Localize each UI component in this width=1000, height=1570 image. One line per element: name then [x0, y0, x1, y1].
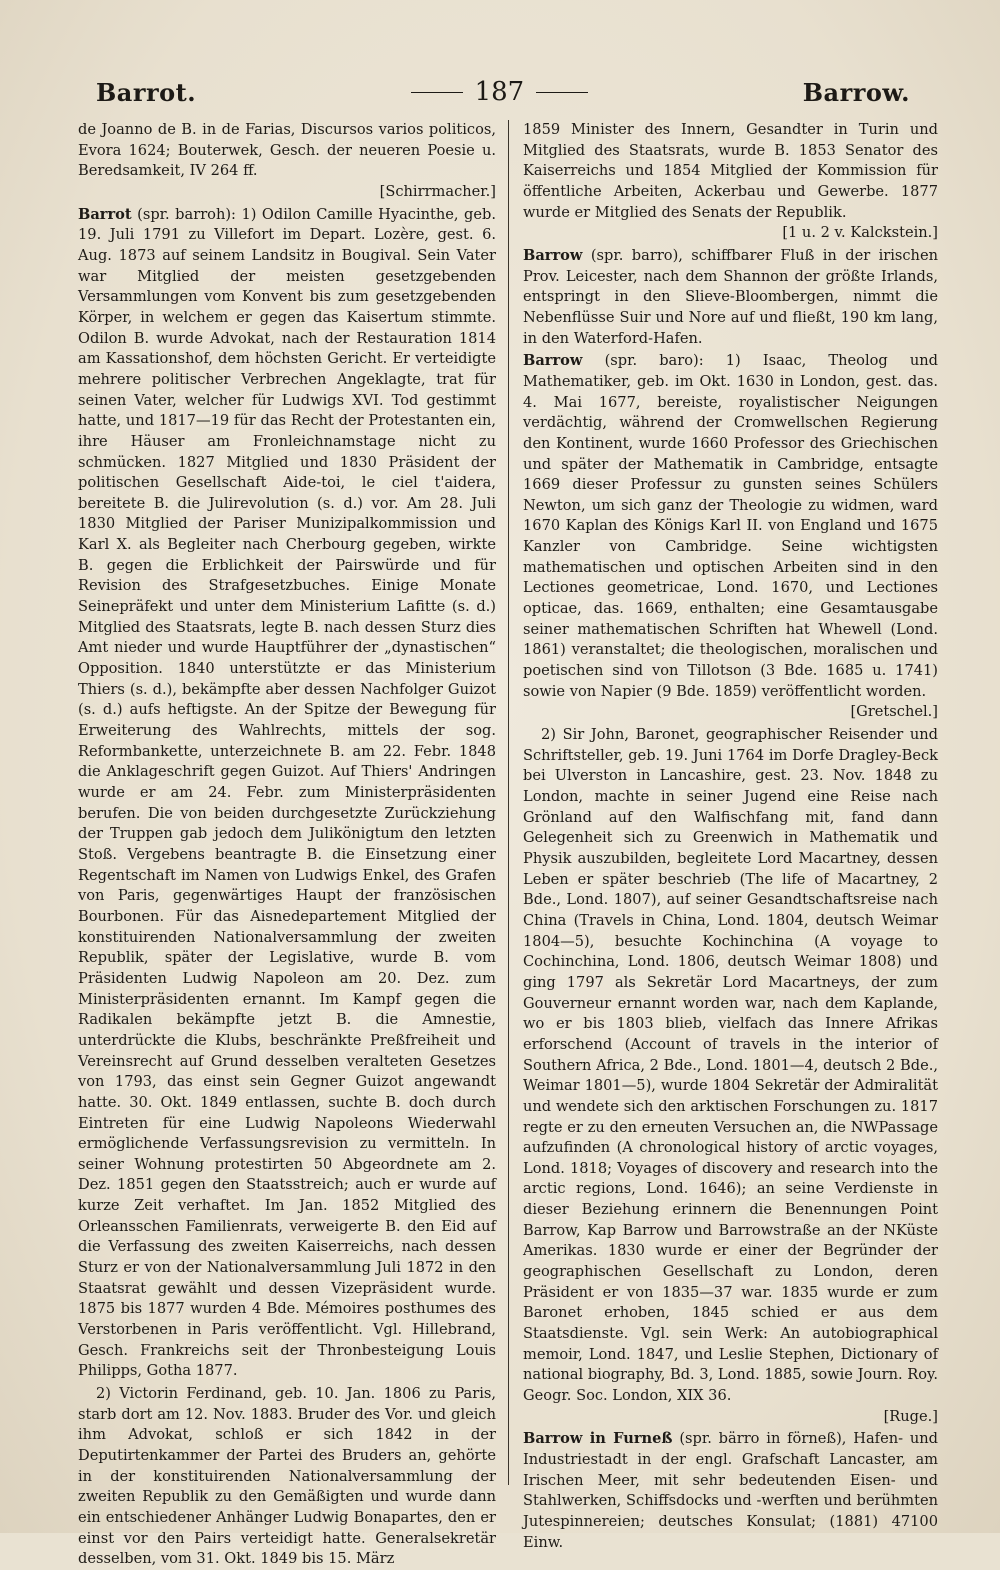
entry-text: de Joanno de B. in de Farias, Discursos varios politicos, Evora 1624; Bouterwek, Gesch. der neueren Poesie u. Beredsamkeit, IV 264 ff.: [78, 121, 496, 180]
entry-headword: Barrow: [523, 352, 583, 370]
entry-text: 2) Victorin Ferdinand, geb. 10. Jan. 1806 zu Paris, starb dort am 12. Nov. 1883. Bruder des Vor. und gleich ihm Advokat, schloß er sich 1842 in der Deputirtenkammer der Partei des Bruders an, gehörte in der konstituirenden Nationalversammlung der zweiten Republik zu den Gemäßigten und wurde dann ein entschiedener Anhänger Ludwig Bonapartes, den er einst vor den Pairs verteidigt hatte. Generalsekretär desselben, vom 31. Okt. 1849 bis 15. März: [78, 1385, 496, 1568]
entry-paragraph: [78, 1384, 496, 1570]
left-column: [78, 120, 508, 1568]
entry-paragraph: [523, 725, 938, 1427]
header-left-keyword: Barrot.: [96, 77, 197, 107]
entry-headword: Barrow: [523, 246, 583, 264]
entry-paragraph: [78, 120, 496, 203]
text-columns: [78, 120, 938, 1568]
running-header: [96, 68, 910, 116]
author-signature: [Schirrmacher.]: [379, 182, 496, 200]
entry-headword: Barrow in Furneß: [523, 1430, 673, 1448]
page-number: 187: [474, 77, 525, 107]
entry-headword: Barrot: [78, 205, 132, 223]
entry-paragraph: [523, 120, 938, 244]
entry-text: (spr. barroh): 1) Odilon Camille Hyacinthe, geb. 19. Juli 1791 zu Villefort im Depart. Lozère, gest. 6. Aug. 1873 auf seinem Landsitz in Bougival. Sein Vater war Mitglied der meisten gesetzgebenden Versammlungen vom Konvent bis zum gesetzgebenden Körper, in welchem er gegen das Kaisertum stimmte. Odilon B. wurde Advokat, nach der Restauration 1814 am Kassationshof, dem höchsten Gericht. Er verteidigte mehrere politischer Verbrechen Angeklagte, trat für seinen Vater, welcher für Ludwigs XVI. Tod gestimmt hatte, und 1817—19 für das Recht der Protestanten ein, ihre Häuser am Fronleichnamstage nicht zu schmücken. 1827 Mitglied und 1830 Präsident der politischen Gesellschaft Aide-toi, le ciel t'aidera, bereitete B. die Julirevolution (s. d.) vor. Am 28. Juli 1830 Mitglied der Pariser Munizipalkommission und Karl X. als Begleiter nach Cherbourg gegeben, wirkte B. gegen die Erblichkeit der Pairswürde und für Revision des Strafgesetzbuches. Einige Monate Seinepräfekt und unter dem Ministerium Lafitte (s. d.) Mitglied des Staatsrats, legte B. nach dessen Sturz dies Amt nieder und wurde Hauptführer der „dynastischen“ Opposition. 1840 unterstützte er das Ministerium Thiers (s. d.), bekämpfte aber dessen Nachfolger Guizot (s. d.) aufs heftigste. An der Spitze der Bewegung für Erweiterung des Wahlrechts, mittels der sog. Reformbankette, unterzeichnete B. am 22. Febr. 1848 die Anklageschrift gegen Guizot. Auf Thiers' Andringen wurde er am 24. Febr. zum Ministerpräsidenten berufen. Die von beiden durchgesetzte Zurückziehung der Truppen gab jedoch dem Julikönigtum den letzten Stoß. Vergebens beantragte B. die Einsetzung einer Regentschaft im Namen von Ludwigs Enkel, des Grafen von Paris, gegenwärtiges Haupt der französischen Bourbonen. Für das Aisnedepartement Mitglied der konstituirenden Nationalversammlung der zweiten Republik, später der Legislative, wurde B. vom Präsidenten Ludwig Napoleon am 20. Dez. zum Ministerpräsidenten ernannt. Im Kampf gegen die Radikalen bekämpfte jetzt B. die Amnestie, unterdrückte die Klubs, beschränkte Preßfreiheit und Vereinsrecht auf Grund desselben veralteten Gesetzes von 1793, das einst sein Gegner Guizot angewandt hatte. 30. Okt. 1849 entlassen, suchte B. doch durch Eintreten für eine Ludwig Napoleons Wiederwahl ermöglichende Verfassungsrevision zu vermitteln. In seiner Wohnung protestirten 50 Abgeordnete am 2. Dez. 1851 gegen den Staatsstreich; auch er wurde auf kurze Zeit verhaftet. Im Jan. 1852 Mitglied des Orleansschen Familienrats, verweigerte B. den Eid auf die Verfassung des zweiten Kaiserreichs, nach dessen Sturz er von der Nationalversammlung Juli 1872 in den Staatsrat gewählt und dessen Vizepräsident wurde. 1875 bis 1877 wurden 4 Bde. Mémoires posthumes des Verstorbenen in Paris veröffentlicht. Vgl. Hillebrand, Gesch. Frankreichs seit der Thronbesteigung Louis Philipps, Gotha 1877.: [78, 205, 496, 1380]
page-number-block: [411, 77, 589, 107]
header-rule-left: [411, 92, 463, 93]
entry-paragraph: [78, 205, 496, 1382]
entry-text: 1859 Minister des Innern, Gesandter in Turin und Mitglied des Staatsrats, wurde B. 1853 Senator des Kaiserreichs und 1854 Mitglied der Kommission für öffentliche Arbeiten, Ackerbau und Gewerbe. 1877 wurde er Mitglied des Senats der Republik.: [523, 121, 938, 221]
entry-paragraph: [523, 246, 938, 349]
right-column: [508, 120, 938, 1551]
header-right-keyword: Barrow.: [802, 77, 910, 107]
entry-text: (spr. baro): 1) Isaac, Theolog und Mathematiker, geb. im Okt. 1630 in London, gest. das. 4. Mai 1677, bereiste, royalistischer Neigungen verdächtig, während der Cromwellschen Regierung den Kontinent, wurde 1660 Professor des Griechischen und später der Mathematik in Cambridge, entsagte 1669 dieser Professur zu gunsten seines Schülers Newton, um sich ganz der Theologie zu widmen, ward 1670 Kaplan des Königs Karl II. von England und 1675 Kanzler von Cambridge. Seine wichtigsten mathematischen und optischen Arbeiten sind in den Lectiones geometricae, Lond. 1670, und Lectiones opticae, das. 1669, enthalten; eine Gesamtausgabe seiner mathematischen Schriften hat Whewell (Lond. 1861) veranstaltet; die theologischen, moralischen und poetischen sind von Tillotson (3 Bde. 1685 u. 1741) sowie von Napier (9 Bde. 1859) veröffentlicht worden.: [523, 352, 938, 700]
author-signature: [Ruge.]: [883, 1407, 938, 1425]
author-signature: [1 u. 2 v. Kalckstein.]: [782, 224, 938, 242]
entry-paragraph: [523, 351, 938, 723]
author-signature: [Gretschel.]: [850, 703, 938, 721]
entry-paragraph: [523, 1429, 938, 1553]
entry-text: (spr. barro), schiffbarer Fluß in der irischen Prov. Leicester, nach dem Shannon der größte Irlands, entspringt in den Slieve-Bloombergen, nimmt die Nebenflüsse Suir und Nore auf und fließt, 190 km lang, in den Waterford-Hafen.: [523, 246, 938, 347]
entry-text: 2) Sir John, Baronet, geographischer Reisender und Schriftsteller, geb. 19. Juni 1764 im Dorfe Dragley-Beck bei Ulverston in Lancashire, gest. 23. Nov. 1848 zu London, machte in seiner Jugend eine Reise nach Grönland auf den Walfischfang mit, fand dann Gelegenheit sich zu Greenwich in Mathematik und Physik auszubilden, begleitete Lord Macartney, dessen Leben er später beschrieb (The life of Macartney, 2 Bde., Lond. 1807), auf seiner Gesandtschaftsreise nach China (Travels in China, Lond. 1804, deutsch Weimar 1804—5), besuchte Kochinchina (A voyage to Cochinchina, Lond. 1806, deutsch Weimar 1808) und ging 1797 als Sekretär Lord Macartneys, der zum Gouverneur ernannt worden war, nach dem Kaplande, wo er bis 1803 blieb, vielfach das Innere Afrikas erforschend (Account of travels in the interior of Southern Africa, 2 Bde., Lond. 1801—4, deutsch 2 Bde., Weimar 1801—5), wurde 1804 Sekretär der Admiralität und wendete sich den arktischen Forschungen zu. 1817 regte er zu den erneuten Versuchen an, die NWPassage aufzufinden (A chronological history of arctic voyages, Lond. 1818; Voyages of discovery and research into the arctic regions, Lond. 1646); an seine Verdienste in dieser Beziehung erinnern die Benennungen Point Barrow, Kap Barrow und Barrowstraße an der NKüste Amerikas. 1830 wurde er einer der Begründer der geographischen Gesellschaft zu London, deren Präsident er von 1835—37 war. 1835 wurde er zum Baronet erhoben, 1845 schied er aus dem Staatsdienste. Vgl. sein Werk: An autobiographical memoir, Lond. 1847, und Leslie Stephen, Dictionary of national biography, Bd. 3, Lond. 1885, sowie Journ. Roy. Geogr. Soc. London, XIX 36.: [523, 726, 938, 1405]
entry-text: (spr. bärro in förneß), Hafen- und Industriestadt in der engl. Grafschaft Lancaster, am Irischen Meer, mit sehr bedeutenden Eisen- und Stahlwerken, Schiffsdocks und -werften und berühmten Jutespinnereien; deutsches Konsulat; (1881) 47100 Einw.: [523, 1430, 938, 1551]
header-rule-right: [536, 92, 588, 93]
